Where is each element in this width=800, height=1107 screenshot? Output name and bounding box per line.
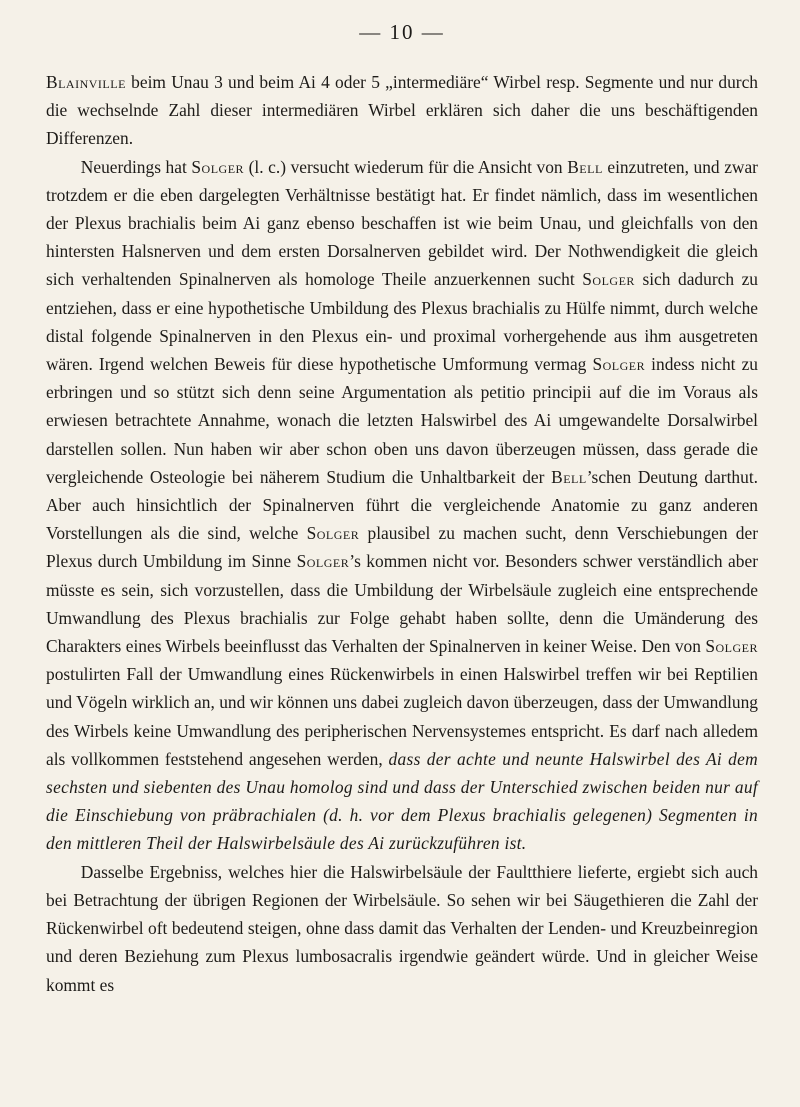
- text-run: indess nicht zu erbringen und so stützt sich denn seine Argumentation als petitio principii auf die im Voraus als erwiesen betrachtete Annahme, wonach die letzten Halswirbel des Ai umgewandelte Dorsalwirbel darstellen sollen. Nun haben wir aber schon oben uns davon überzeugen müssen, dass gerade die vergleichende Osteologie bei näherem Studium die Unhaltbarkeit der: [46, 354, 758, 487]
- paragraph: [46, 68, 758, 153]
- page-number: — 10 —: [359, 20, 445, 44]
- author-name: Solger: [582, 269, 635, 290]
- text-run: ’schen Deutung darthut. Aber auch hinsichtlich der Spinalnerven führt die vergleichende Anatomie zu ganz anderen Vorstellungen als die sind, welche: [46, 466, 759, 544]
- paragraph: [46, 858, 758, 999]
- author-name: Blainville: [46, 72, 126, 92]
- author-name: Solger: [592, 354, 646, 375]
- body-text: [46, 68, 758, 999]
- author-name: Solger: [191, 156, 245, 177]
- text-run: plausibel zu machen sucht, denn Verschiebungen der Plexus durch Umbildung im Sinne: [46, 523, 758, 572]
- author-name: Bell: [567, 156, 603, 177]
- author-name: Solger: [296, 551, 350, 572]
- text-run: sich dadurch zu entziehen, dass er eine hypothetische Umbildung des Plexus brachialis zu Hülfe nimmt, durch welche distal folgende Spinalnerven in den Plexus ein- und proximal vorhergehende aus ihm ausgetreten wären. Irgend welchen Beweis für diese hypothetische Umformung vermag: [46, 269, 758, 375]
- text-run: Dasselbe Ergebniss, welches hier die Halswirbelsäule der Faultthiere lieferte, ergiebt sich auch bei Betrachtung der übrigen Regionen der Wirbelsäule. So sehen wir bei Säugethieren die Zahl der Rückenwirbel oft bedeutend steigen, ohne dass damit das Verhalten der Lenden- und Kreuzbeinregion und deren Beziehung zum Plexus lumbosacralis irgendwie geändert würde. Und in gleicher Weise kommt es: [46, 861, 758, 995]
- document-page: [46, 18, 758, 999]
- author-name: Solger: [306, 523, 360, 544]
- text-run: Neuerdings hat: [80, 156, 192, 177]
- emphasized-text: dass der achte und neunte Halswirbel des Ai dem sechsten und siebenten des Unau homolog sind und dass der Unterschied zwischen beiden nur auf die Einschiebung von präbrachialen (d. h. vor dem Plexus brachialis gelegenen) Segmenten in den mittleren Theil der Halswirbelsäule des Ai zurückzuführen ist.: [46, 748, 759, 854]
- text-run: (l. c.) versucht wiederum für die Ansicht von: [244, 156, 568, 177]
- author-name: Bell: [551, 466, 587, 487]
- paragraph: [46, 153, 758, 858]
- author-name: Solger: [705, 636, 758, 657]
- text-run: ’s kommen nicht vor. Besonders schwer verständlich aber müsste es sein, sich vorzustellen, dass die Umbildung der Wirbelsäule zugleich eine entsprechende Umwandlung des Plexus brachialis zur Folge gehabt haben sollte, denn die Umänderung des Charakters eines Wirbels beeinflusst das Verhalten der Spinalnerven in keiner Weise. Den von: [46, 551, 758, 657]
- text-run: beim Unau 3 und beim Ai 4 oder 5 „intermediäre“ Wirbel resp. Segmente und nur durch die wechselnde Zahl dieser intermediären Wirbel erklären sich daher die uns beschäftigenden Differenzen.: [46, 72, 758, 149]
- text-run: einzutreten, und zwar trotzdem er die eben dargelegten Verhältnisse bestätigt hat. Er findet nämlich, dass im wesentlichen der Plexus brachialis beim Ai ganz ebenso beschaffen ist wie beim Unau, und gleichfalls von den hintersten Halsnerven und dem ersten Dorsalnerven gebildet wird. Der Nothwendigkeit die gleich sich verhaltenden Spinalnerven als homologe Theile anzuerkennen sucht: [46, 156, 758, 290]
- text-run: postulirten Fall der Umwandlung eines Rückenwirbels in einen Halswirbel treffen wir bei Reptilien und Vögeln wirklich an, und wir können uns dabei zugleich davon überzeugen, dass der Umwandlung des Wirbels keine Umwandlung des peripherischen Nervensystemes entspricht. Es darf nach alledem als vollkommen feststehend angesehen werden,: [46, 664, 758, 769]
